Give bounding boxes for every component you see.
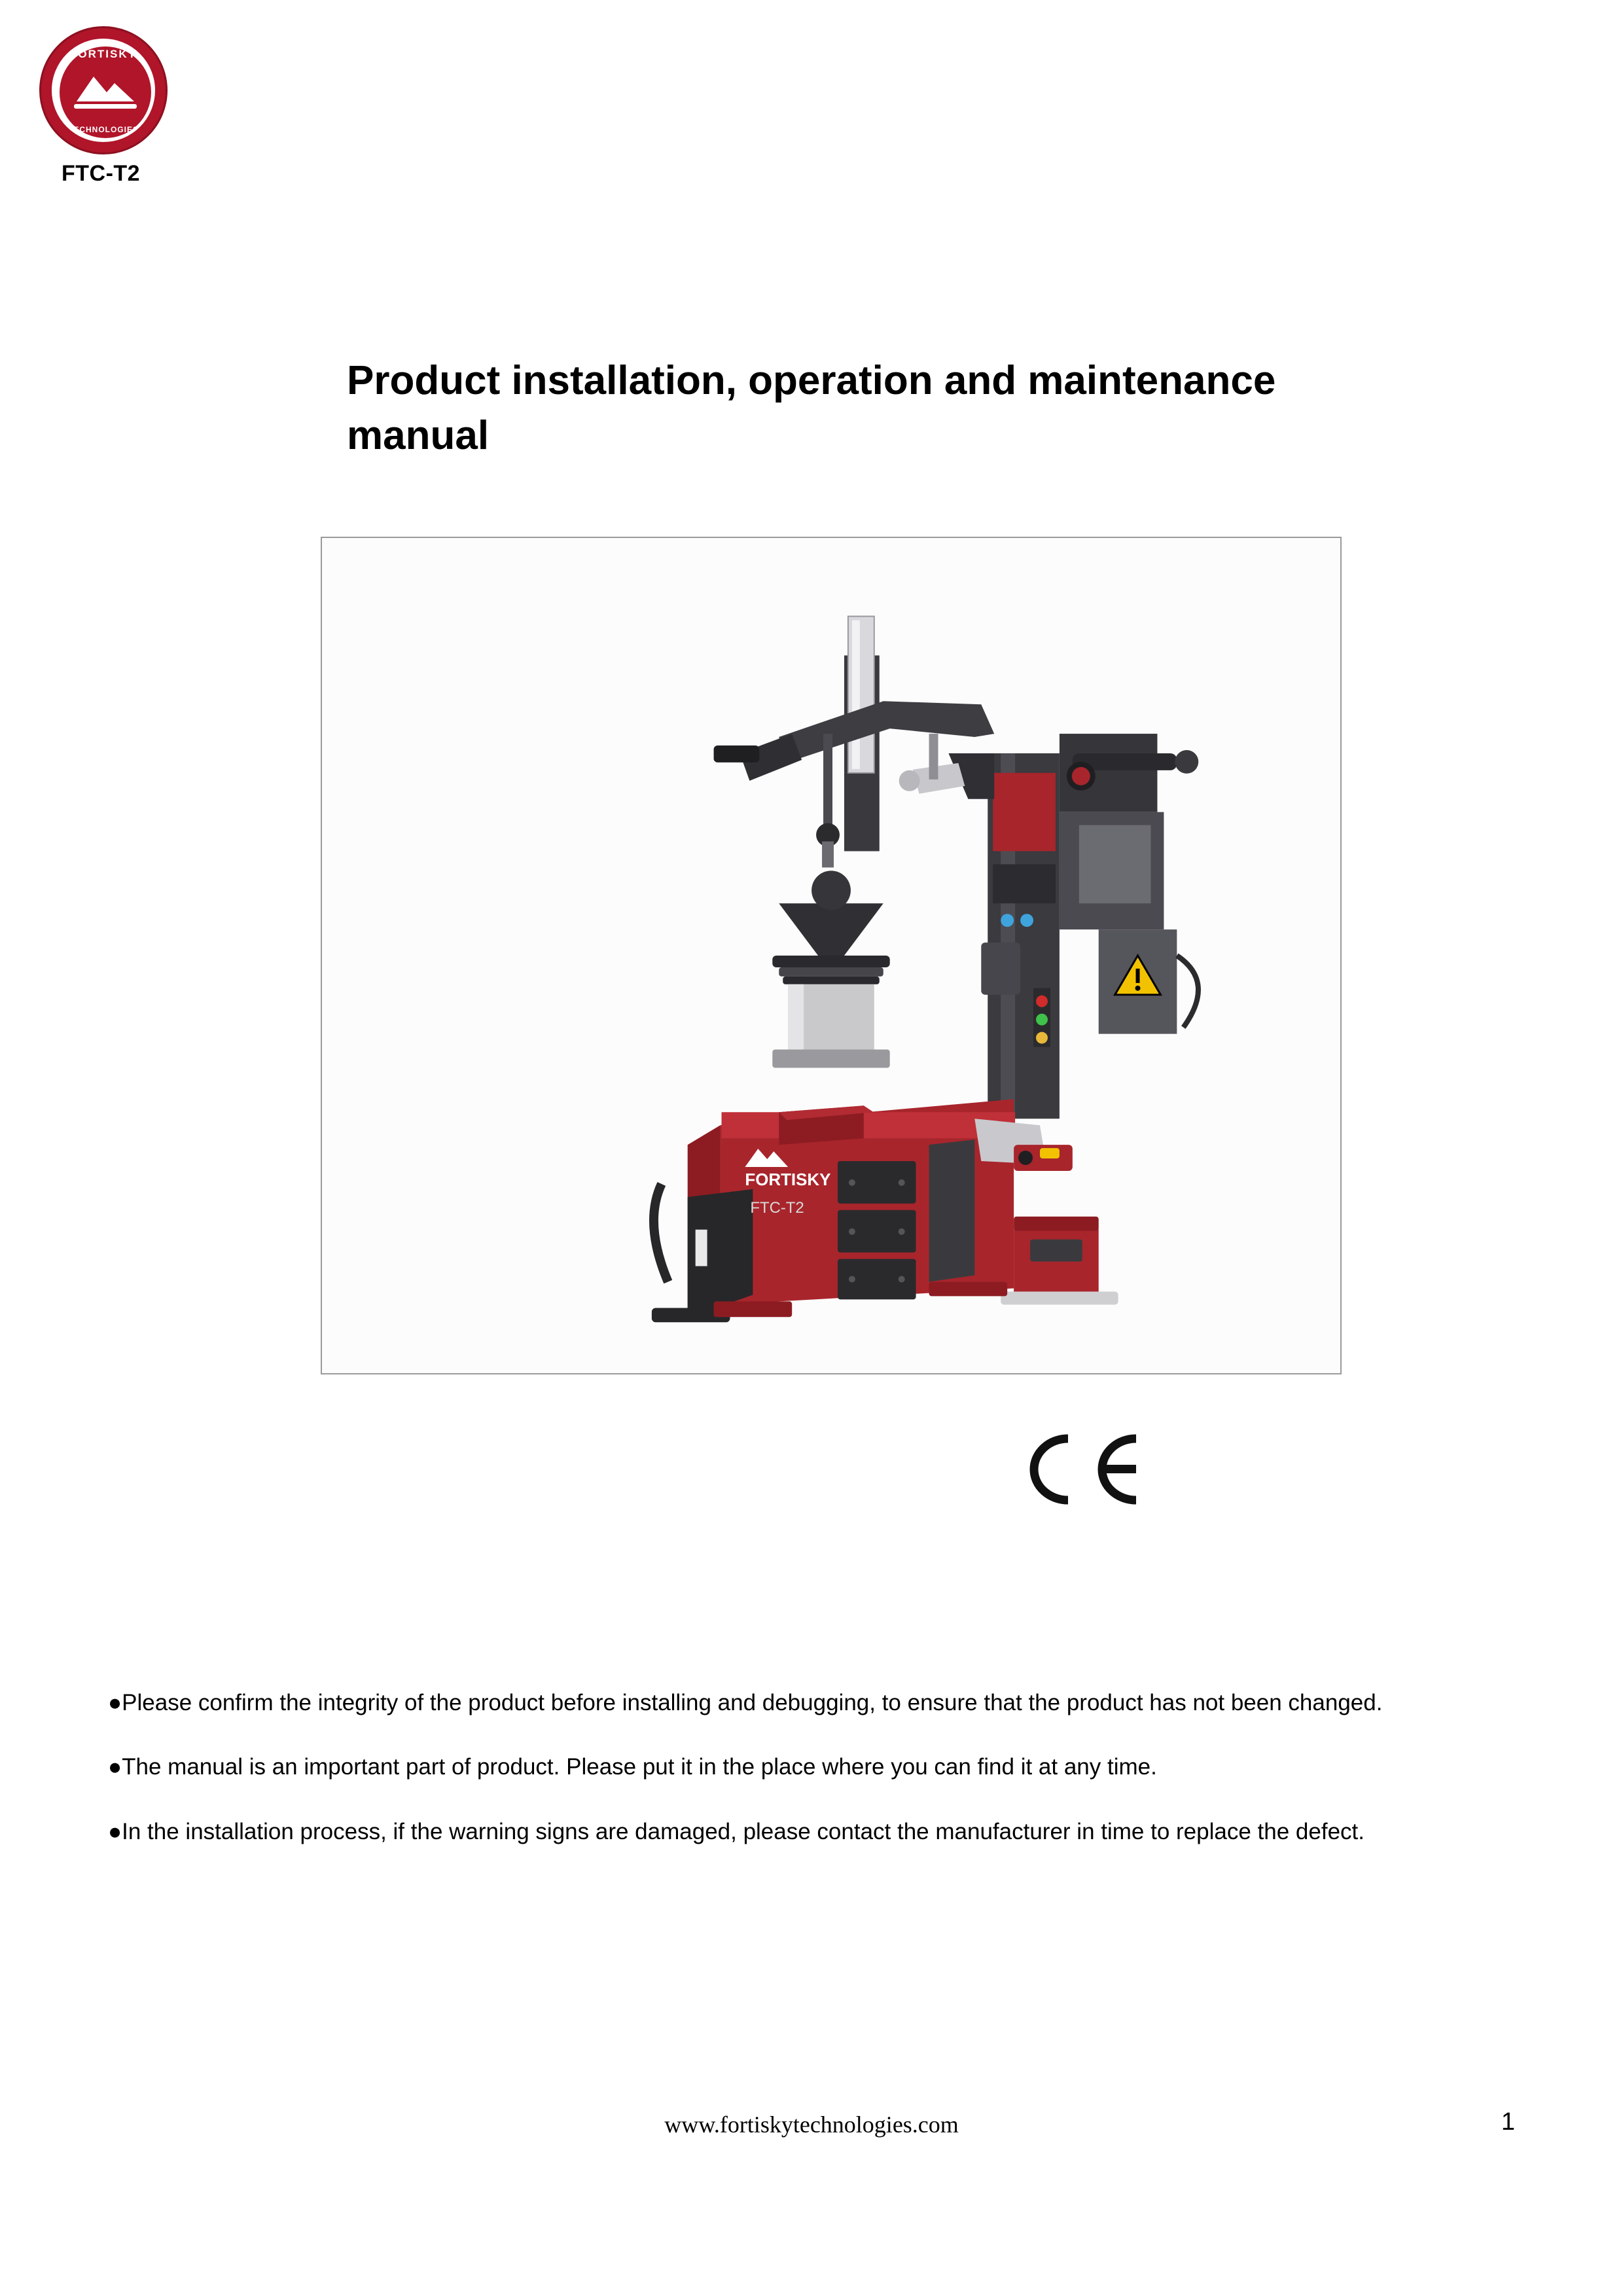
document-header: [39, 26, 432, 187]
footer-website-url: www.fortiskytechnologies.com: [664, 2111, 959, 2138]
svg-text:FTC-T2: FTC-T2: [750, 1198, 804, 1217]
svg-text:FORTISKY: FORTISKY: [745, 1170, 831, 1189]
note-item: ●Please confirm the integrity of the product before installing and debugging, to ensure that the product has not been changed.: [108, 1690, 1383, 1715]
title-block: [347, 353, 1368, 463]
notes-section: [108, 1662, 1522, 1878]
logo-inner-disc: [50, 37, 157, 144]
page-title: Product installation, operation and maintenance manual: [347, 358, 1276, 458]
company-logo: [39, 26, 170, 157]
note-item: ●In the installation process, if the warning signs are damaged, please contact the manufacturer in time to replace the defect.: [108, 1818, 1364, 1844]
page-number: 1: [1501, 2108, 1515, 2136]
product-image: [322, 538, 1340, 1373]
product-image-frame: [321, 537, 1342, 1374]
model-label: FTC-T2: [62, 161, 141, 186]
mountain-icon: [74, 73, 137, 101]
ce-mark-icon: [1008, 1427, 1165, 1512]
logo-bottom-text: TECHNOLOGIES: [67, 125, 139, 134]
note-item: ●The manual is an important part of product. Please put it in the place where you can find it at any time.: [108, 1754, 1157, 1780]
logo-top-text: FORTISKY: [70, 48, 137, 60]
logo-underline: [74, 104, 137, 109]
